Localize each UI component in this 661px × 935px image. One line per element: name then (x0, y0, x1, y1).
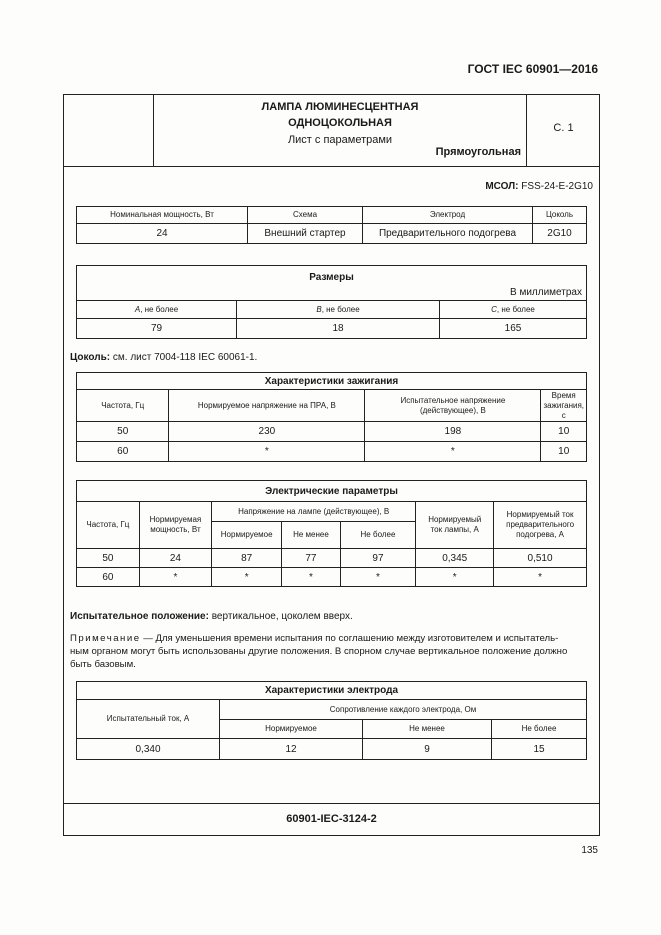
note-label: Примечание (70, 633, 141, 644)
electrical-header-current: Нормируемый ток лампы, А (416, 502, 494, 549)
electrical-cell: * (340, 568, 416, 587)
electrical-cell: 0,510 (494, 549, 587, 568)
electrical-cell: 50 (77, 549, 140, 568)
electrode-header-nominal: Нормируемое (220, 720, 363, 739)
header-circuit: Схема (248, 207, 363, 224)
value-circuit: Внешний стартер (248, 224, 363, 244)
test-position (70, 611, 353, 622)
ignition-header-freq: Частота, Гц (77, 390, 169, 422)
electrical-cell: 97 (340, 549, 416, 568)
ignition-table (76, 372, 587, 462)
electrical-params-table (76, 480, 587, 587)
header-dim-b: B, не более (237, 301, 440, 319)
electrical-cell: 87 (212, 549, 282, 568)
main-params-table (76, 206, 587, 244)
ignition-cell: * (169, 442, 365, 462)
header-right-cell (526, 95, 600, 166)
electrical-cell: * (416, 568, 494, 587)
base-note-label: Цоколь: (70, 352, 111, 363)
base-note-text: см. лист 7004-118 IEC 60061-1. (110, 352, 258, 363)
value-dim-a: 79 (77, 319, 237, 339)
document-code: ГОСТ IEC 60901—2016 (467, 62, 598, 76)
electrode-cell: 15 (492, 739, 587, 760)
header-base: Цоколь (533, 207, 587, 224)
dimensions-unit: В миллиметрах (510, 287, 582, 298)
test-position-text: вертикальное, цоколем вверх. (208, 611, 353, 622)
electrical-cell: 0,345 (416, 549, 494, 568)
electrical-cell: 60 (77, 568, 140, 587)
note-line-3: быть базовым. (70, 659, 136, 670)
ignition-cell: * (365, 442, 541, 462)
electrode-header-current: Испытательный ток, А (77, 700, 220, 739)
electrode-title: Характеристики электрода (77, 682, 587, 700)
ignition-cell: 198 (365, 422, 541, 442)
ignition-header-time: Время зажигания, с (541, 390, 587, 422)
mcol-label: МСОЛ: (485, 181, 519, 192)
electrical-cell: 24 (139, 549, 211, 568)
electrical-title: Электрические параметры (77, 481, 587, 502)
electrode-cell: 12 (220, 739, 363, 760)
note-line-1: — Для уменьшения времени испытания по соглашению между изготовителем и испытатель- (140, 633, 559, 644)
test-position-label: Испытательное положение: (70, 611, 209, 622)
ignition-cell: 10 (541, 442, 587, 462)
sheet-frame (63, 94, 600, 836)
electrode-cell: 9 (363, 739, 492, 760)
ignition-cell: 60 (77, 442, 169, 462)
header-power: Номинальная мощность, Вт (77, 207, 248, 224)
electrical-header-v-min: Не менее (282, 522, 340, 549)
ignition-header-test-voltage: Испытательное напряжение (действующее), В (365, 390, 541, 422)
footer-code: 60901-IEC-3124-2 (286, 813, 377, 825)
value-base: 2G10 (533, 224, 587, 244)
electrical-cell: * (282, 568, 340, 587)
sheet-header (64, 95, 599, 167)
electrical-header-voltage-group: Напряжение на лампе (действующее), В (212, 502, 416, 522)
dimensions-table (76, 265, 587, 339)
value-power: 24 (77, 224, 248, 244)
header-dim-a: A, не более (77, 301, 237, 319)
sheet-subtitle: Лист с параметрами (287, 134, 393, 146)
value-dim-b: 18 (237, 319, 440, 339)
electrical-header-freq: Частота, Гц (77, 502, 140, 549)
ignition-title: Характеристики зажигания (77, 373, 587, 390)
electrode-table (76, 681, 587, 760)
value-dim-c: 165 (440, 319, 587, 339)
page-number: 135 (581, 845, 598, 856)
ignition-cell: 230 (169, 422, 365, 442)
electrode-header-group: Сопротивление каждого электрода, Ом (220, 700, 587, 720)
electrode-cell: 0,340 (77, 739, 220, 760)
note-block (70, 632, 595, 671)
base-note (70, 352, 257, 363)
header-dim-c: C, не более (440, 301, 587, 319)
mcol-value: FSS-24-E-2G10 (521, 181, 593, 192)
electrode-header-min: Не менее (363, 720, 492, 739)
electrical-cell: * (212, 568, 282, 587)
header-electrode: Электрод (363, 207, 533, 224)
footer-divider (64, 803, 599, 804)
electrical-header-v-max: Не более (340, 522, 416, 549)
ignition-cell: 10 (541, 422, 587, 442)
electrode-header-max: Не более (492, 720, 587, 739)
electrical-header-v-nominal: Нормируемое (212, 522, 282, 549)
electrical-cell: * (139, 568, 211, 587)
value-electrode: Предварительного подогрева (363, 224, 533, 244)
electrical-header-power: Нормируемая мощность, Вт (139, 502, 211, 549)
note-line-2: ным органом могут быть использованы другие положения. В спорном случае вертикальное положение должно (70, 646, 568, 657)
dimensions-title-cell (77, 266, 587, 301)
title-line-1: ЛАМПА ЛЮМИНЕСЦЕНТНАЯ (261, 101, 419, 113)
dimensions-title: Размеры (309, 272, 354, 283)
sheet-number: С. 1 (553, 122, 574, 134)
header-title-cell (154, 95, 526, 166)
electrical-header-preheat: Нормируемый ток предварительного подогрева, А (494, 502, 587, 549)
ignition-header-nominal-voltage: Нормируемое напряжение на ПРА, В (169, 390, 365, 422)
mcol-line (485, 181, 593, 192)
ignition-cell: 50 (77, 422, 169, 442)
electrical-cell: 77 (282, 549, 340, 568)
title-line-2: ОДНОЦОКОЛЬНАЯ (288, 117, 392, 129)
electrical-cell: * (494, 568, 587, 587)
lamp-shape: Прямоугольная (435, 146, 521, 158)
header-left-cell (64, 95, 154, 166)
